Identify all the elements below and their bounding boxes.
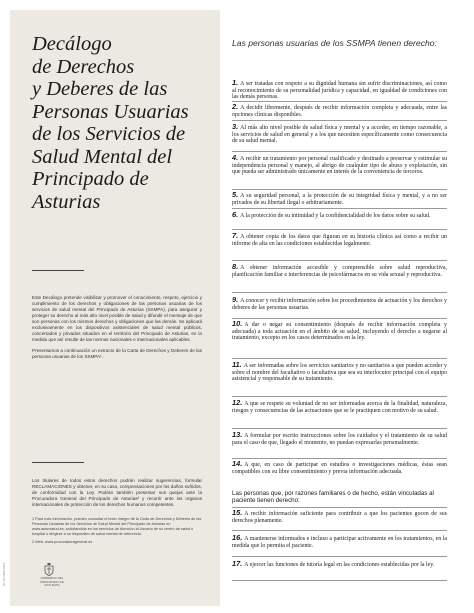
right-item [232, 321, 447, 342]
item-text: A que se respete su voluntad de no ser informadas acerca de la finalidad, naturaleza, riesgos y consecuencias de las actuaciones que se le practiquen con motivo de su salud. [232, 401, 447, 414]
item-text: A que, en caso de participar en estudios o investigaciones médicas, éstas sean compatibles con su libre consentimiento y previa información adecuada. [232, 462, 447, 475]
intro-paragraph: Este Decálogo pretende visibilizar y promover el conocimiento, respeto, ejercicio y cumplimiento de los derechos y obligaciones de las personas usuarias de los servicios de salud mental del Principado de Asturias (SSMPA), para asegurar y proteger su derecho al más alto nivel posible de salud y difundir el mensaje de que son personas con los mismos derechos y obligaciones que las demás. Se aplicará exclusivamente en los dispositivos asistenciales de salud mental públicos, concertados y privados situados en el territorio del Principado de Asturias, en la medida que así resulte de las normas nacionales e internacionales aplicables. [32, 295, 202, 342]
item-number: 1. [232, 78, 239, 87]
right-item [232, 104, 447, 118]
item-text: A formular por escrito instrucciones sobre los cuidados y el tratamiento de su salud para el caso de que, llegado el momento, no puedan expresarlas personalmente. [232, 433, 447, 446]
logo-caption: GOBIERNO DEL PRINCIPADO DE ASTURIAS [40, 576, 64, 588]
title-line: y Deberes de las [32, 78, 168, 100]
title-line: Salud Mental del [32, 145, 173, 168]
item-number: 9. [232, 295, 239, 304]
item-text: A ser tratadas con respeto a su dignidad humana sin sufrir discriminaciones, así como al reconocimiento de su personalidad jurídica y capacidad, en igualdad de condiciones con las demás personas. [232, 81, 447, 101]
intro-paragraph: Presentamos a continuación un extracto de la Carta de Derechos y Deberes de las personas usuarias de los SSMPA¹. [32, 348, 202, 359]
item-text: A conocer y recibir información sobre los procedimientos de actuación y los derechos y deberes de las personas usuarias. [232, 298, 447, 311]
item-divider [232, 580, 447, 581]
government-logo [36, 563, 66, 587]
item-divider [232, 556, 447, 557]
right-item [232, 362, 447, 383]
item-divider [232, 260, 447, 261]
right-item [232, 192, 447, 206]
left-divider [32, 462, 84, 463]
item-text: A obtener copia de los datos que figuran en su historia clínica así como a recibir un informe de alta en las condiciones establecidas legalmente. [232, 234, 447, 247]
footnotes [32, 517, 202, 548]
item-number: 17. [232, 559, 243, 568]
right-item [232, 80, 447, 101]
item-text: A su seguridad personal, a la protección de su integridad física y mental, y a no ser privados de su libertad ilegal o arbitrariamente. [232, 193, 447, 206]
item-text: A obtener información accesible y comprensible sobre salud reproductiva, planificación familiar e interferencias de psicofármacos en su vida sexual y reproductiva. [232, 265, 447, 278]
item-text: A recibir un tratamiento por personal cualificado y destinado a preservar y estimular su independencia personal y manejo, al abrigo de cualquier tipo de abuso y explotación, sin que pueda ser administrado únicamente en interés de la conveniencia de terceros. [232, 156, 447, 176]
item-number: 14. [232, 459, 243, 468]
rights-heading: Las personas usuarias de los SSMPA tienen derecho: [232, 38, 437, 48]
legal-deposit-code: DL AS 0000-2022 [2, 562, 6, 586]
footnote: 1 Para más información, pueden consultar el texto íntegro de la Carta de Derechos y Deberes de las Personas Usuarias de los Servicios de Salud Mental del Principado de Asturias en www.astursalud.es, solicitándola en los servicios de Atención al Usuario de su centro de salud u hospital o dirigirse a su dispositivo de salud mental de referencia. [32, 517, 202, 536]
item-number: 13. [232, 430, 243, 439]
item-number: 11. [232, 360, 242, 369]
item-number: 8. [232, 262, 239, 271]
item-divider [232, 189, 447, 190]
item-number: 2. [232, 102, 239, 111]
item-text: A la protección de su intimidad y la confidencialidad de los datos sobre su salud. [240, 213, 431, 219]
right-item [232, 461, 447, 475]
intro-text [32, 295, 202, 365]
item-text: A ser informadas sobre los servicios sanitarios y no sanitarios a que pueden acceder y sobre el nombre del facultativo o facultativa que sea su interlocutor principal con el equipo asistencial y responsable de su tratamiento. [232, 363, 447, 383]
item-divider [232, 229, 447, 230]
item-divider [232, 507, 447, 508]
right-item [232, 561, 447, 569]
item-divider [232, 101, 447, 102]
right-item [232, 155, 447, 176]
item-divider [232, 358, 447, 359]
item-divider [232, 318, 447, 319]
item-number: 7. [232, 231, 239, 240]
title-line: de los Servicios de [32, 123, 186, 145]
right-item [232, 400, 447, 414]
item-text: A ejercer las funciones de tutoría legal en las condiciones establecidas por la ley. [244, 562, 435, 568]
item-text: Al más alto nivel posible de salud física y mental y a acceder, en tiempo razonable, a los servicios de salud en general y a los que necesiten específicamente como consecuencia de su salud mental. [232, 125, 447, 145]
item-number: 6. [232, 210, 239, 219]
title-line: Personas Usuarias [32, 100, 189, 123]
item-divider [232, 208, 447, 209]
family-heading: Las personas que, por razones familiares o de hecho, están vinculadas al paciente tienen derecho: [232, 490, 434, 505]
item-number: 15. [232, 508, 243, 517]
coat-of-arms-icon [44, 563, 54, 576]
item-number: 10. [232, 319, 243, 328]
item-number: 12. [232, 398, 243, 407]
right-item [232, 510, 447, 524]
title-line: Principado de [32, 168, 149, 190]
item-divider [232, 151, 447, 152]
right-item [232, 264, 447, 278]
left-divider [32, 270, 84, 271]
item-divider [232, 428, 447, 429]
item-text: A dar o negar su consentimiento (después de recibir información completa y adecuada) a toda actuación en el ámbito de su salud, incluyendo el derecho a negarse al tratamiento, excepto en los casos determinados en la ley. [232, 322, 447, 342]
item-divider [232, 120, 447, 121]
complaints-note: Los titulares de todos estos derechos podrán realizar sugerencias, formular RECLAMACIONES y obtener, en su caso, compensaciones por los daños sufridos, de conformidad con la Ley. Podrán también presentar sus quejas ante la Procuradora General del Principado de Asturias² y recurrir ante los organos internacionales de protección de los derechos humanos competentes. [32, 478, 202, 507]
right-item [232, 432, 447, 446]
title-line: de Derechos [32, 55, 135, 78]
item-text: A recibir información suficiente para contribuir a que los pacientes gocen de sus derechos plenamente. [232, 511, 447, 524]
poster-title [32, 33, 212, 213]
item-number: 5. [232, 190, 239, 199]
right-item [232, 212, 447, 220]
item-number: 3. [232, 122, 239, 131]
item-divider [232, 292, 447, 293]
title-line: Asturias [32, 190, 101, 213]
item-text: A decidir libremente, después de recibir información completa y adecuada, entre las opciones clínicas disponibles. [232, 105, 447, 118]
title-line: Decálogo [32, 33, 112, 55]
item-text: A mantenerse informados e incluso a participar activamente en los tratamientos, en la medida que lo permita el paciente. [232, 536, 447, 549]
right-item [232, 233, 447, 247]
right-item [232, 124, 447, 145]
item-number: 4. [232, 153, 239, 162]
item-number: 16. [232, 533, 243, 542]
item-divider [232, 396, 447, 397]
right-item [232, 297, 447, 311]
footnote: 2 Web: www.procuradorageneral.es [32, 540, 93, 544]
item-divider [232, 530, 447, 531]
right-item [232, 535, 447, 549]
item-divider [232, 458, 447, 459]
